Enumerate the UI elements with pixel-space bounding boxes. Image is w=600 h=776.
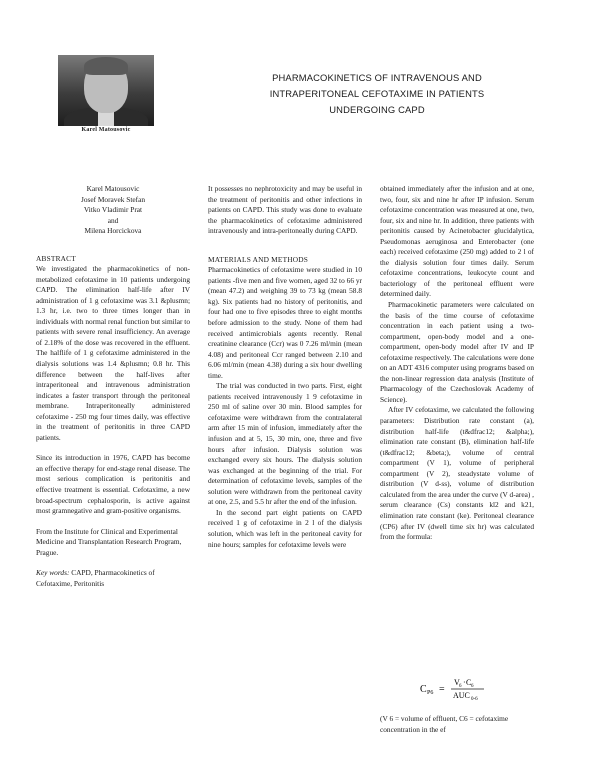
title-line: PHARMACOKINETICS OF INTRAVENOUS AND bbox=[272, 72, 482, 83]
column-2 bbox=[208, 184, 362, 550]
author-portrait bbox=[58, 55, 154, 126]
formula-lhs: C bbox=[420, 684, 427, 695]
portrait-caption: Karel Matousovic bbox=[81, 127, 131, 133]
formula-numerator-c-sub: 6 bbox=[471, 684, 474, 689]
title-line: INTRAPERITONEAL CEFOTAXIME IN PATIENTS bbox=[269, 87, 485, 99]
formula-numerator-v: V bbox=[454, 678, 460, 687]
methods-paragraph: obtained immediately after the infusion and at one, two, four, six and nine hr after IP infusion. Serum cefotaxime concentration was measured at one, two, four, six and nine hr. In addition, three patients with peritonitis caused by Acinetobacter glucidalytica, Pseudomonas aeruginosa and Enterobacter (one each) received cefotaxime (250 mg) added to 2 l of the dialysis solution four times daily. Serum cefotaxime concentrations, leukocyte count and bacteriology of the peritoneal effluent were determined daily. bbox=[380, 184, 534, 299]
footer-note: (V 6 = volume of effluent, C6 = cefotaxime concentration in the ef bbox=[380, 714, 509, 734]
formula-equals: = bbox=[439, 684, 445, 695]
author-name: Karel Matousovic bbox=[86, 184, 140, 193]
author-conjunction: and bbox=[107, 215, 119, 225]
formula-lhs-sub: P6 bbox=[427, 690, 434, 696]
formula-denominator: AUC bbox=[453, 691, 470, 700]
methods-paragraph: In the second part eight patients on CAPD received 1 g of cefotaxime in 2 l of the dialysis solution, which was left in the peritoneal cavity for nine hours; samples for cefotaxime levels were bbox=[208, 507, 362, 549]
keywords-label: Key words: bbox=[36, 568, 70, 578]
column-1 bbox=[36, 184, 190, 589]
formula-numerator-c: C bbox=[466, 678, 472, 687]
keywords bbox=[36, 568, 190, 589]
author-name: Vitko Vladimir Prat bbox=[83, 205, 143, 214]
affiliation: From the Institute for Clinical and Experimental Medicine and Transplantation Research Program, Prague. bbox=[36, 526, 182, 557]
intro-continuation: It possesses no nephrotoxicity and may be useful in the treatment of peritonitis and other infections in patients on CAPD. This study was done to evaluate the pharmacokinetics of cefotaxime administered intravenously and intra-peritoneally during CAPD. bbox=[208, 184, 362, 236]
methods-paragraph: After IV cefotaxime, we calculated the following parameters: Distribution rate constant (a), distribution half-life (t&dfrac12; &alpha;), elimination rate constant (B), elimination half-life (t&dfrac12; &beta;), volume of central compartment (V 1), volume of peripheral compartment (V 2), steadystate volume of distribution (V d-ss), volume of distribution calculated from the area under the curve (V d-area) , serum clearance (Cs) constants kl2 and k21, elimination rate constant (ke). Peritoneal clearance (CP6) after IV (dwell time six hr) was calculated from the formula: bbox=[380, 405, 534, 542]
formula-numerator-v-sub: 6 bbox=[459, 684, 462, 689]
column-3 bbox=[380, 184, 534, 543]
intro-paragraph: Since its introduction in 1976, CAPD has become an effective therapy for end-stage renal disease. The most serious complication is peritonitis and effective treatment is essential. Cefotaxime, a new broad-spectrum cephalosporin, is active against most gramnegative and gram-positive organisms. bbox=[36, 453, 190, 516]
methods-heading: MATERIALS AND METHODS bbox=[208, 254, 309, 264]
formula-denominator-sub: 0-6 bbox=[471, 697, 478, 702]
author-name: Milena Horcickova bbox=[84, 226, 142, 235]
formula-numerator-dot: · bbox=[463, 678, 466, 687]
keywords-text: CAPD, Pharmacokinetics of Cefotaxime, Peritonitis bbox=[36, 568, 155, 588]
abstract-heading: ABSTRACT bbox=[36, 253, 76, 263]
methods-paragraph: Pharmacokinetic parameters were calculated on the basis of the time course of cefotaxime concentration in each patient using a two-compartment, open-body model and a one-compartment, open-body model after IV and IP cefotaxime respectively. The calculations were done on an ADT 4316 computer using programs based on the non-linear regression data analysis (Institute of Pharmacology of the Czechoslovak Academy of Science). bbox=[380, 300, 534, 404]
methods-paragraph: The trial was conducted in two parts. First, eight patients received intravenously 1 9 cefotaxime in 250 ml of saline over 30 min. Blood samples for cefotaxime were withdrawn from the contralateral arm after 15 min of infusion, immediately after the infusion and at 5, 15, 30 min, one, three and five hours after infusion. Dialysis solution was exchanged every six hours. The dialysis solution was exchanged at the beginning of the trial. For determination of cefotaxime levels, samples of the solution were withdrawn from the peritoneal cavity at one, 2.5, and 5.5 hr after the end of the infusion. bbox=[208, 381, 362, 507]
clearance-formula bbox=[418, 676, 498, 702]
abstract-text: We investigated the pharmacokinetics of non-metabolized cefotaxime in 10 patients undergoing CAPD. The elimination half-life after IV administration of 1 g cefotaxime was 3.1 &plusmn; 1.3 hr, i.e. two to three times longer than in individuals with normal renal function but similar to patients with severe renal insufficiency. An average of 2.18% of the dose was recovered in the effluent. The halflife of 1 g cefotaxime administered in the dialysis solutions was 1.4 &plusmn; 0.8 hr. This difference between the half-lives after intraperitoneal and intravenous administration indicates a faster transport through the peritoneal membrane. Intraperitoneally administered cefotaxime - 250 mg four times daily, was effective in the treatment of peritonitis in three CAPD patients. bbox=[36, 264, 190, 442]
author-name: Josef Moravek Stefan bbox=[80, 194, 146, 204]
author-list bbox=[36, 184, 190, 237]
title-line: UNDERGOING CAPD bbox=[329, 103, 425, 115]
portrait-hair bbox=[84, 57, 128, 75]
methods-paragraph: Pharmacokinetics of cefotaxime were studied in 10 patients -five men and five women, aged 32 to 66 yr (mean 47.2) and weighing 39 to 73 kg (mean 58.8 kg). Six patients had no history of peritonitis, and four had one to five episodes three to eight months before admission to the study. None of them had received antimicrobials agents recently. Renal creatinine clearance (Ccr) was 0 7.26 ml/min (mean 4.08) and peritoneal Ccr ranged between 2.10 and 6.06 ml/min (mean 4.38) during a six hour dwelling time. bbox=[208, 265, 362, 380]
paper-title bbox=[222, 70, 532, 117]
